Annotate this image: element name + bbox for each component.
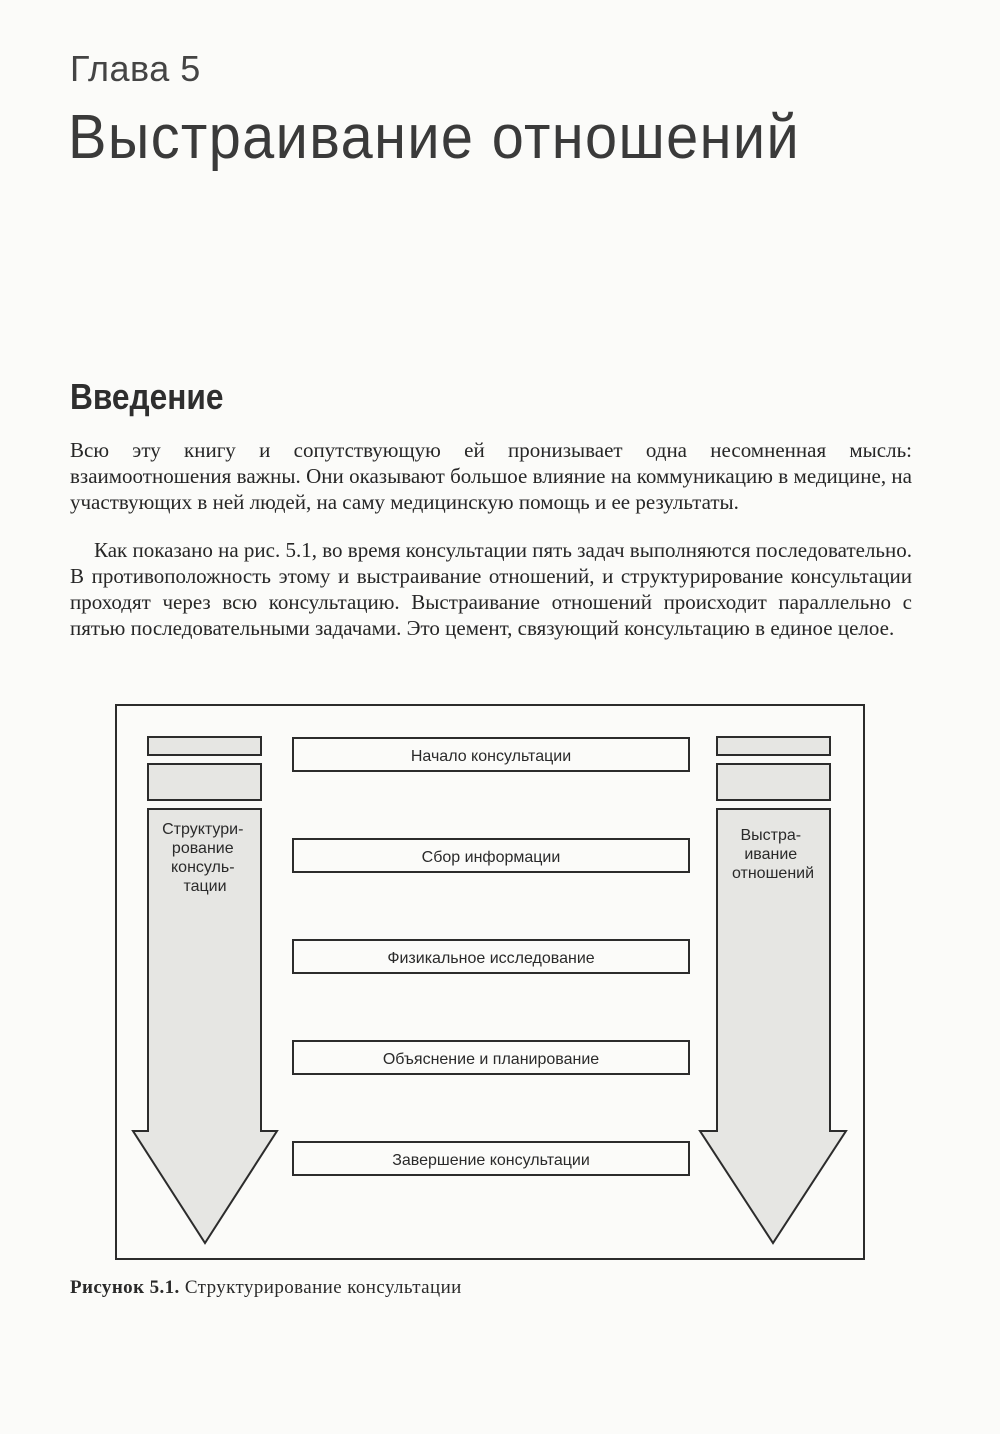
right-arrow-label-line-3: отношений [731,865,815,882]
chapter-label: Глава 5 [70,48,201,89]
task-label-gathering: Сбор информации [421,849,561,866]
task-label-explanation: Объяснение и планирование [382,1051,600,1068]
figure-caption [70,1277,462,1299]
task-box-opening [293,738,689,771]
right-second-bar [717,764,830,800]
figure-consultation-structure [115,704,865,1260]
paragraph-intro: Всю эту книгу и сопутствующую ей пронизывает одна несомненная мысль: взаимоотношения важны. Они оказывают большое влияние на коммуникацию в медицине, на участвующих в ней людей, на саму медицинскую помощь и ее результаты. [70,438,912,514]
right-arrow-label-line-2: ивание [744,846,798,863]
left-arrow-label-line-2: рование [171,840,234,857]
task-box-examination [293,940,689,973]
section-heading: Введение [70,376,224,417]
figure-caption-text: Структурирование консультации [184,1277,462,1298]
left-arrow-label-line-1: Структури- [162,821,244,838]
left-arrow-label-line-3: консуль- [170,859,235,876]
left-arrow-label-line-4: тации [183,878,227,895]
left-top-bar [148,737,261,755]
task-box-explanation [293,1041,689,1074]
right-arrow-label-line-1: Выстра- [740,827,802,844]
task-box-closing [293,1142,689,1175]
paragraph-figure-reference: Как показано на рис. 5.1, во время консультации пять задач выполняются последовательно. В противоположность этому и выстраивание отношений, и структурирование консультации проходят через всю консультацию. Выстраивание отношений происходит параллельно с пятью последовательными задачами. Это цемент, связующий консультацию в единое целое. [70,538,912,640]
task-label-examination: Физикальное исследование [387,950,595,967]
task-label-closing: Завершение консультации [392,1152,590,1169]
figure-diagram [117,706,867,1262]
task-label-opening: Начало консультации [410,748,572,765]
figure-caption-label: Рисунок 5.1. [70,1277,180,1298]
task-box-gathering [293,839,689,872]
left-second-bar [148,764,261,800]
right-top-bar [717,737,830,755]
chapter-title: Выстраивание отношений [68,103,801,172]
